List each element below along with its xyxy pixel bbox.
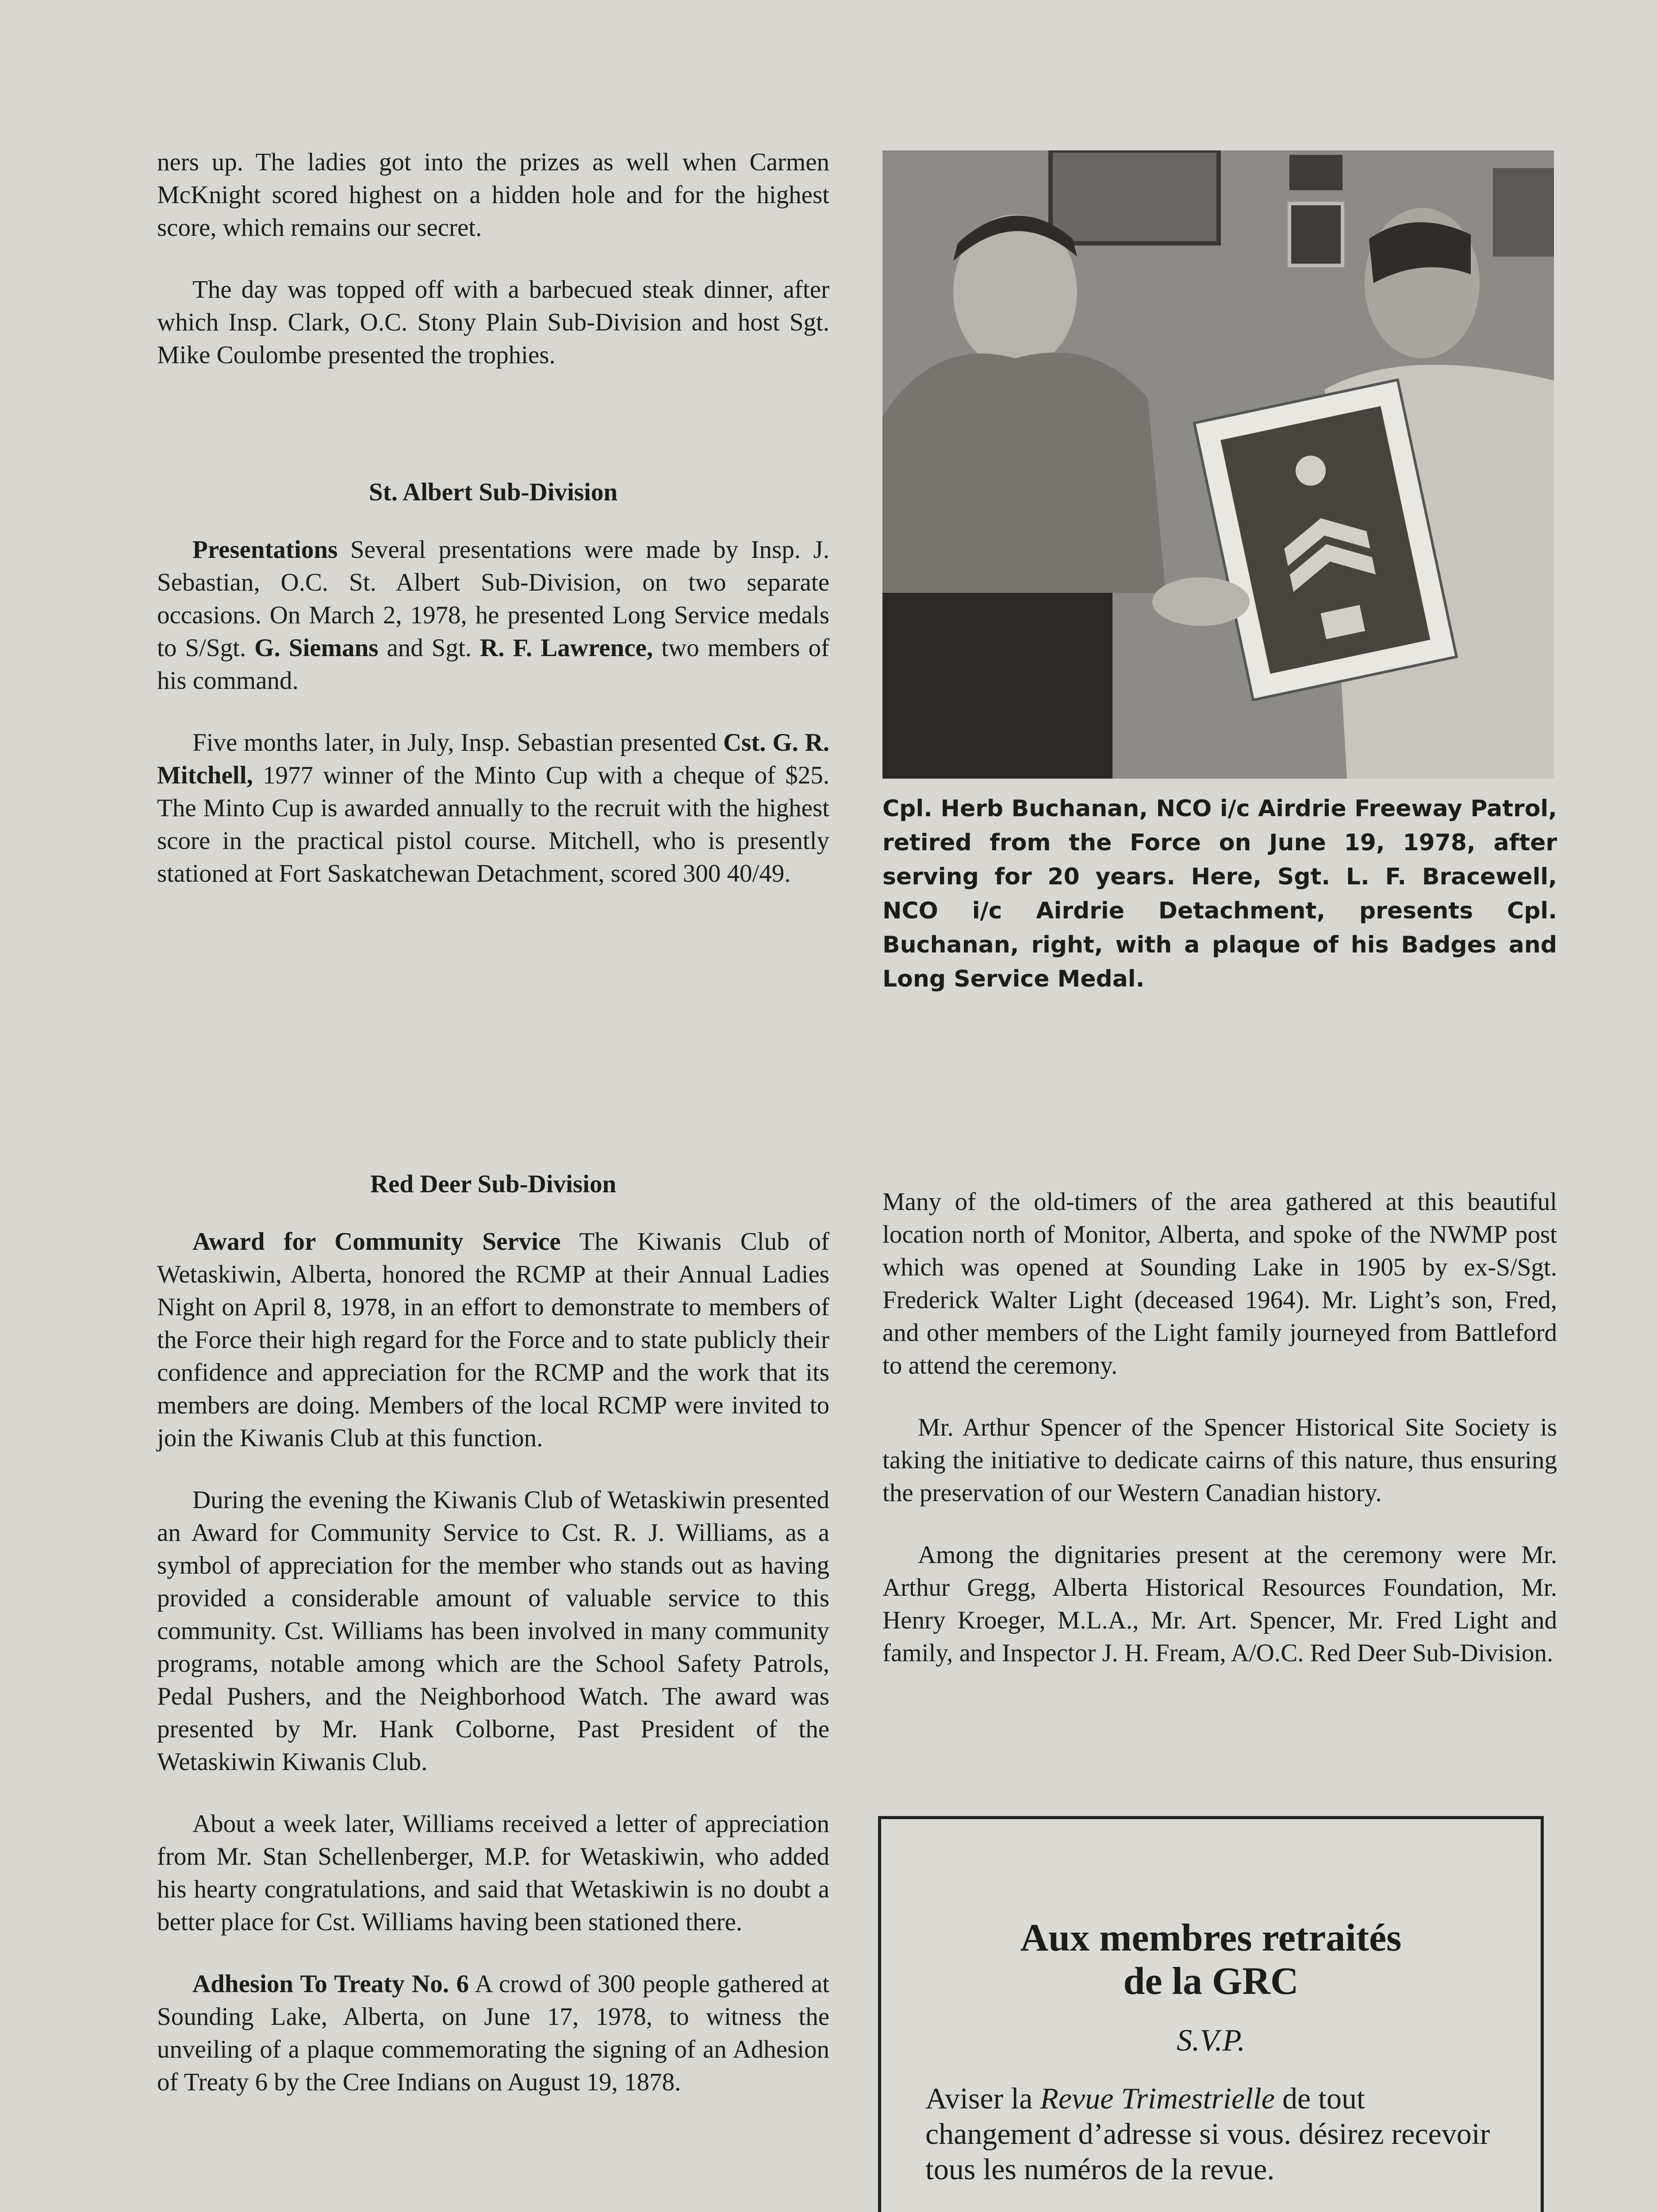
right-column bbox=[882, 1186, 1557, 1699]
name-mitchell: Cst. G. R. Mitchell, bbox=[157, 729, 829, 789]
photo-caption: Cpl. Herb Buchanan, NCO i/c Airdrie Freeway Patrol, retired from the Force on June 19, 1978, after serving for 20 years. Here, Sgt. L. F. Bracewell, NCO i/c Airdrie Detachment, presents Cpl. Buchanan, right, with a plaque of his Badges and Long Service Medal. bbox=[882, 795, 1557, 992]
name-lawrence: R. F. Lawrence, bbox=[480, 634, 653, 662]
red-deer-heading: Red Deer Sub-Division bbox=[370, 1170, 617, 1198]
golf-paragraph-dinner: The day was topped off with a barbecued steak dinner, after which Insp. Clark, O.C. Stony Plain Sub-Division and host Sgt. Mike Coulombe presented the trophies. bbox=[157, 276, 829, 369]
notice-text: Aviser la Revue Trimestrielle de tout changement d’adresse si vous. désirez recevoir tous les numéros de la revue. bbox=[925, 2081, 1490, 2186]
presentations-paragraph: Presentations Several presentations were made by Insp. J. Sebastian, O.C. St. Albert Sub-Division, on two separate occasions. On March 2, 1978, he presented Long Service medals to S/Sgt. G. Siemans and Sgt. R. F. Lawrence, two members of his command. bbox=[157, 536, 829, 695]
dignitaries-paragraph: Among the dignitaries present at the ceremony were Mr. Arthur Gregg, Alberta Historical Resources Foundation, Mr. Henry Kroeger, M.L.A., Mr. Art. Spencer, Mr. Fred Light and family, and Inspector J. H. Fream, A/O.C. Red Deer Sub-Division. bbox=[882, 1541, 1557, 1667]
photo-illustration bbox=[882, 150, 1554, 779]
treaty-paragraph: Adhesion To Treaty No. 6 A crowd of 300 people gathered at Sounding Lake, Alberta, on June 17, 1978, to witness the unveiling of a plaque commemorating the signing of an Adhesion of Treaty 6 by the Cree Indians on August 19, 1878. bbox=[157, 1970, 830, 2096]
golf-paragraph-end: ners up. The ladies got into the prizes as well when Carmen McKnight scored highest on a hidden hole and for the highest score, which remains our secret. bbox=[157, 148, 829, 242]
left-column-bottom bbox=[157, 1168, 829, 2128]
notice-svp: S.V.P. bbox=[1177, 2024, 1245, 2058]
presentation-photo bbox=[882, 150, 1554, 779]
old-timers-paragraph: Many of the old-timers of the area gathered at this beautiful location north of Monitor, Alberta, and spoke of the NWMP post which was opened at Sounding Lake in 1905 by ex-S/Sgt. Frederick Walter Light (deceased 1964). Mr. Light’s son, Fred, and other members of the Light family journeyed from Battleford to attend the ceremony. bbox=[882, 1188, 1557, 1379]
left-column-top bbox=[157, 146, 829, 919]
presentations-runin: Presentations bbox=[192, 536, 338, 564]
name-siemans: G. Siemans bbox=[254, 634, 379, 662]
treaty-runin: Adhesion To Treaty No. 6 bbox=[192, 1970, 469, 1998]
community-award-paragraph: Award for Community Service The Kiwanis Club of Wetaskiwin, Alberta, honored the RCMP at their Annual Ladies Night on April 8, 1978, in an effort to demonstrate to members of the Force their high regard for the Force and to state publicly their confidence and appreciation for the RCMP and the work that its members are doing. Members of the local RCMP were invited to join the Kiwanis Club at this function. bbox=[157, 1228, 830, 1452]
community-award-runin: Award for Community Service bbox=[192, 1228, 561, 1256]
notice-title: Aux membres retraités de la GRC bbox=[1020, 1916, 1402, 2003]
spencer-paragraph: Mr. Arthur Spencer of the Spencer Historical Site Society is taking the initiative to dedicate cairns of this nature, thus ensuring the preservation of our Western Canadian history. bbox=[882, 1413, 1557, 1507]
letter-paragraph: About a week later, Williams received a letter of appreciation from Mr. Stan Schellenberger, M.P. for Wetaskiwin, who added his hearty congratulations, and said that Wetaskiwin is no doubt a better place for Cst. Williams having been stationed there. bbox=[157, 1810, 829, 1936]
williams-award-paragraph: During the evening the Kiwanis Club of Wetaskiwin presented an Award for Community Service to Cst. R. J. Williams, as a symbol of appreciation for the member who stands out as having provided a considerable amount of valuable service to this community. Cst. Williams has been involved in many community programs, notable among which are the School Safety Patrols, Pedal Pushers, and the Neighborhood Watch. The award was presented by Mr. Hank Colborne, Past President of the Wetaskiwin Kiwanis Club. bbox=[157, 1486, 829, 1776]
minto-cup-paragraph: Five months later, in July, Insp. Sebastian presented Cst. G. R. Mitchell, 1977 winner of the Minto Cup with a cheque of $25. The Minto Cup is awarded annually to the recruit with the highest score in the practical pistol course. Mitchell, who is presently stationed at Fort Saskatchewan Detachment, scored 300 40/49. bbox=[157, 729, 829, 887]
revue-title: Revue Trimestrielle bbox=[1040, 2081, 1275, 2115]
retired-members-notice bbox=[878, 1816, 1544, 2212]
st-albert-heading: St. Albert Sub-Division bbox=[368, 478, 618, 506]
